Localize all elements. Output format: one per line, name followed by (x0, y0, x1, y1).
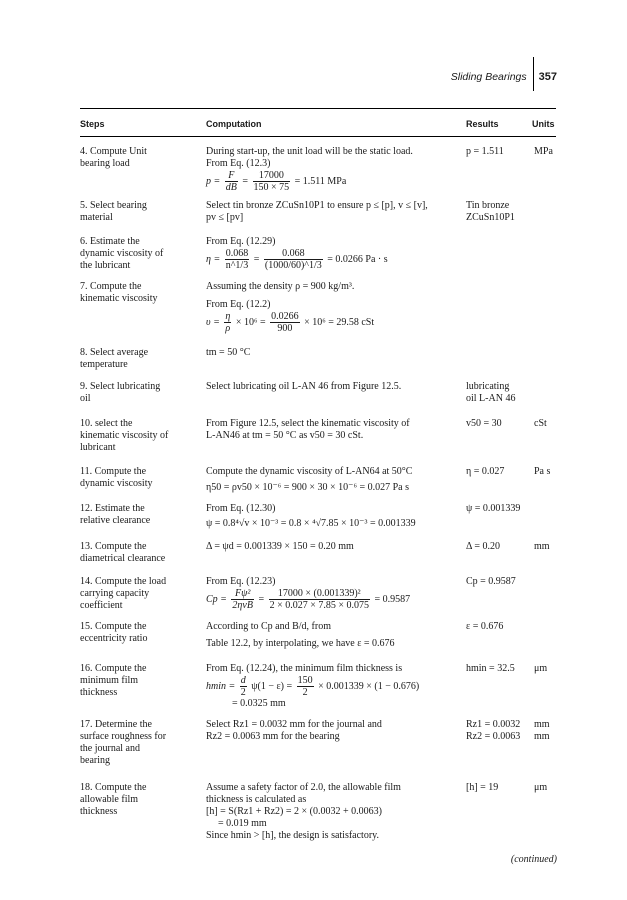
step-cell: 12. Estimate the relative clearance (80, 503, 151, 526)
table-header (80, 119, 556, 133)
step-cell: 17. Determine the surface roughness for the journal and bearing (80, 719, 167, 766)
unit-cell: MPa (534, 146, 553, 157)
computation-cell: Select Rz1 = 0.0032 mm for the journal and Rz2 = 0.0063 mm for the bearing (206, 719, 382, 742)
step-cell: 10. select the kinematic viscosity of lubricant (80, 418, 169, 453)
step-cell: 7. Compute the kinematic viscosity (80, 281, 158, 304)
continued-note: (continued) (510, 854, 557, 865)
computation-cell: According to Cp and B/d, from Table 12.2, by interpolating, we have ε = 0.676 (206, 621, 395, 649)
result-cell: Rz1 = 0.0032 Rz2 = 0.0063 (466, 719, 521, 742)
step-cell: 9. Select lubricating oil (80, 381, 161, 404)
computation-cell: From Eq. (12.29) η = $\frac{0.068}{n\^{}1/3}$ = $\frac{0.068}{(1000/60)\^{}1/3}$ = 0.0266 Pa · s (206, 236, 466, 271)
result-cell: Cp = 0.9587 (466, 576, 516, 587)
step-cell: 4. Compute Unit bearing load (80, 146, 147, 169)
computation-cell: Compute the dynamic viscosity of L-AN64 at 50°C η50 = ρv50 × 10⁻⁶ = 900 × 30 × 10⁻⁶ = 0.027 Pa s (206, 466, 413, 493)
unit-cell: mm (534, 541, 550, 552)
result-cell: ε = 0.676 (466, 621, 504, 632)
step-cell: 6. Estimate the dynamic viscosity of the lubricant (80, 236, 164, 271)
col-steps: Steps (80, 119, 105, 129)
step-cell: 5. Select bearing material (80, 200, 147, 223)
result-cell: Tin bronze ZCuSn10P1 (466, 200, 515, 223)
computation-cell: tm = 50 °C (206, 347, 251, 358)
computation-cell: From Figure 12.5, select the kinematic viscosity of L-AN46 at tm = 50 °C as v50 = 30 cSt. (206, 418, 410, 441)
equation: hmin = $\frac{d}{2}$ ψ(1 − ε) = $\frac{150}{2}$ × 0.001339 × (1 − 0.676) (206, 675, 420, 698)
result-cell: ψ = 0.001339 (466, 503, 521, 514)
result-cell: Δ = 0.20 (466, 541, 501, 552)
unit-cell: Pa s (534, 466, 551, 477)
step-cell: 18. Compute the allowable film thickness (80, 782, 147, 817)
computation-cell: Assume a safety factor of 2.0, the allowable film thickness is calculated as [h] = S(Rz1 + Rz2) = 2 × (0.0032 + 0.0063) = 0.019 mm Since hmin > [h], the design is satisfactory. (206, 782, 401, 841)
header-divider (533, 57, 534, 91)
result-cell: v50 = 30 (466, 418, 502, 429)
computation-cell: Assuming the density ρ = 900 kg/m³. From Eq. (12.2) υ = $\frac{\eta}{\rho}$ × 10⁶ = $\frac{0.0266}{900}$ × 10⁶ = 29.58 cSt (206, 281, 466, 334)
computation-cell: From Eq. (12.30) ψ = 0.8⁴√v × 10⁻³ = 0.8 × ⁴√7.85 × 10⁻³ = 0.001339 (206, 503, 416, 529)
unit-cell: μm (534, 663, 548, 674)
unit-cell: μm (534, 782, 548, 793)
computation-cell: Select tin bronze ZCuSn10P1 to ensure p ≤ [p], v ≤ [v], pv ≤ [pv] (206, 200, 428, 223)
equation: υ = $\frac{\eta}{\rho}$ × 10⁶ = $\frac{0.0266}{900}$ × 10⁶ = 29.58 cSt (206, 311, 375, 334)
page-number: 357 (538, 71, 557, 83)
step-cell: 15. Compute the eccentricity ratio (80, 621, 148, 644)
computation-cell: Select lubricating oil L-AN 46 from Figure 12.5. (206, 381, 402, 392)
col-computation: Computation (206, 119, 262, 129)
unit-cell: cSt (534, 418, 547, 429)
page-header (451, 63, 557, 91)
computation-cell: During start-up, the unit load will be the static load. From Eq. (12.3) p = $\frac{F}{dB}$ = $\frac{17000}{150 \times 75}$ = 1.511 MPa (206, 146, 466, 193)
result-cell: p = 1.511 (466, 146, 504, 157)
step-cell: 13. Compute the diametrical clearance (80, 541, 166, 564)
table-top-rule (80, 108, 556, 109)
computation-cell: Δ = ψd = 0.001339 × 150 = 0.20 mm (206, 541, 354, 552)
unit-cell: mm mm (534, 719, 550, 742)
step-cell: 14. Compute the load carrying capacity coefficient (80, 576, 167, 611)
equation: η = $\frac{0.068}{n\^{}1/3}$ = $\frac{0.068}{(1000/60)\^{}1/3}$ = 0.0266 Pa · s (206, 248, 388, 271)
step-cell: 16. Compute the minimum film thickness (80, 663, 147, 698)
col-results: Results (466, 119, 499, 129)
computation-cell: From Eq. (12.24), the minimum film thickness is hmin = $\frac{d}{2}$ ψ(1 − ε) = $\frac{150}{2}$ × 0.001339 × (1 − 0.676) = 0.0325 mm (206, 663, 466, 710)
result-cell: [h] = 19 (466, 782, 499, 793)
result-cell: η = 0.027 (466, 466, 505, 477)
result-cell: lubricating oil L-AN 46 (466, 381, 516, 404)
step-cell: 11. Compute the dynamic viscosity (80, 466, 153, 489)
equation: Cp = $\frac{\text{Fψ²}}{\text{2ηvB}}$ = $\frac{\text{17000 × (0.001339)²}}{2 \times 0.027 \times 7.85 \times 0.075}$ = 0.9587 (206, 588, 411, 611)
equation: p = $\frac{F}{dB}$ = $\frac{17000}{150 \times 75}$ = 1.511 MPa (206, 170, 347, 193)
chapter-title: Sliding Bearings (450, 71, 527, 83)
result-cell: hmin = 32.5 (466, 663, 515, 674)
col-units: Units (532, 119, 555, 129)
table-header-rule (80, 136, 556, 137)
step-cell: 8. Select average temperature (80, 347, 149, 370)
computation-cell: From Eq. (12.23) Cp = $\frac{\text{Fψ²}}{\text{2ηvB}}$ = $\frac{\text{17000 × (0.001339)²}}{2 \times 0.027 \times 7.85 \times 0.075}$ = 0.9587 (206, 576, 466, 611)
